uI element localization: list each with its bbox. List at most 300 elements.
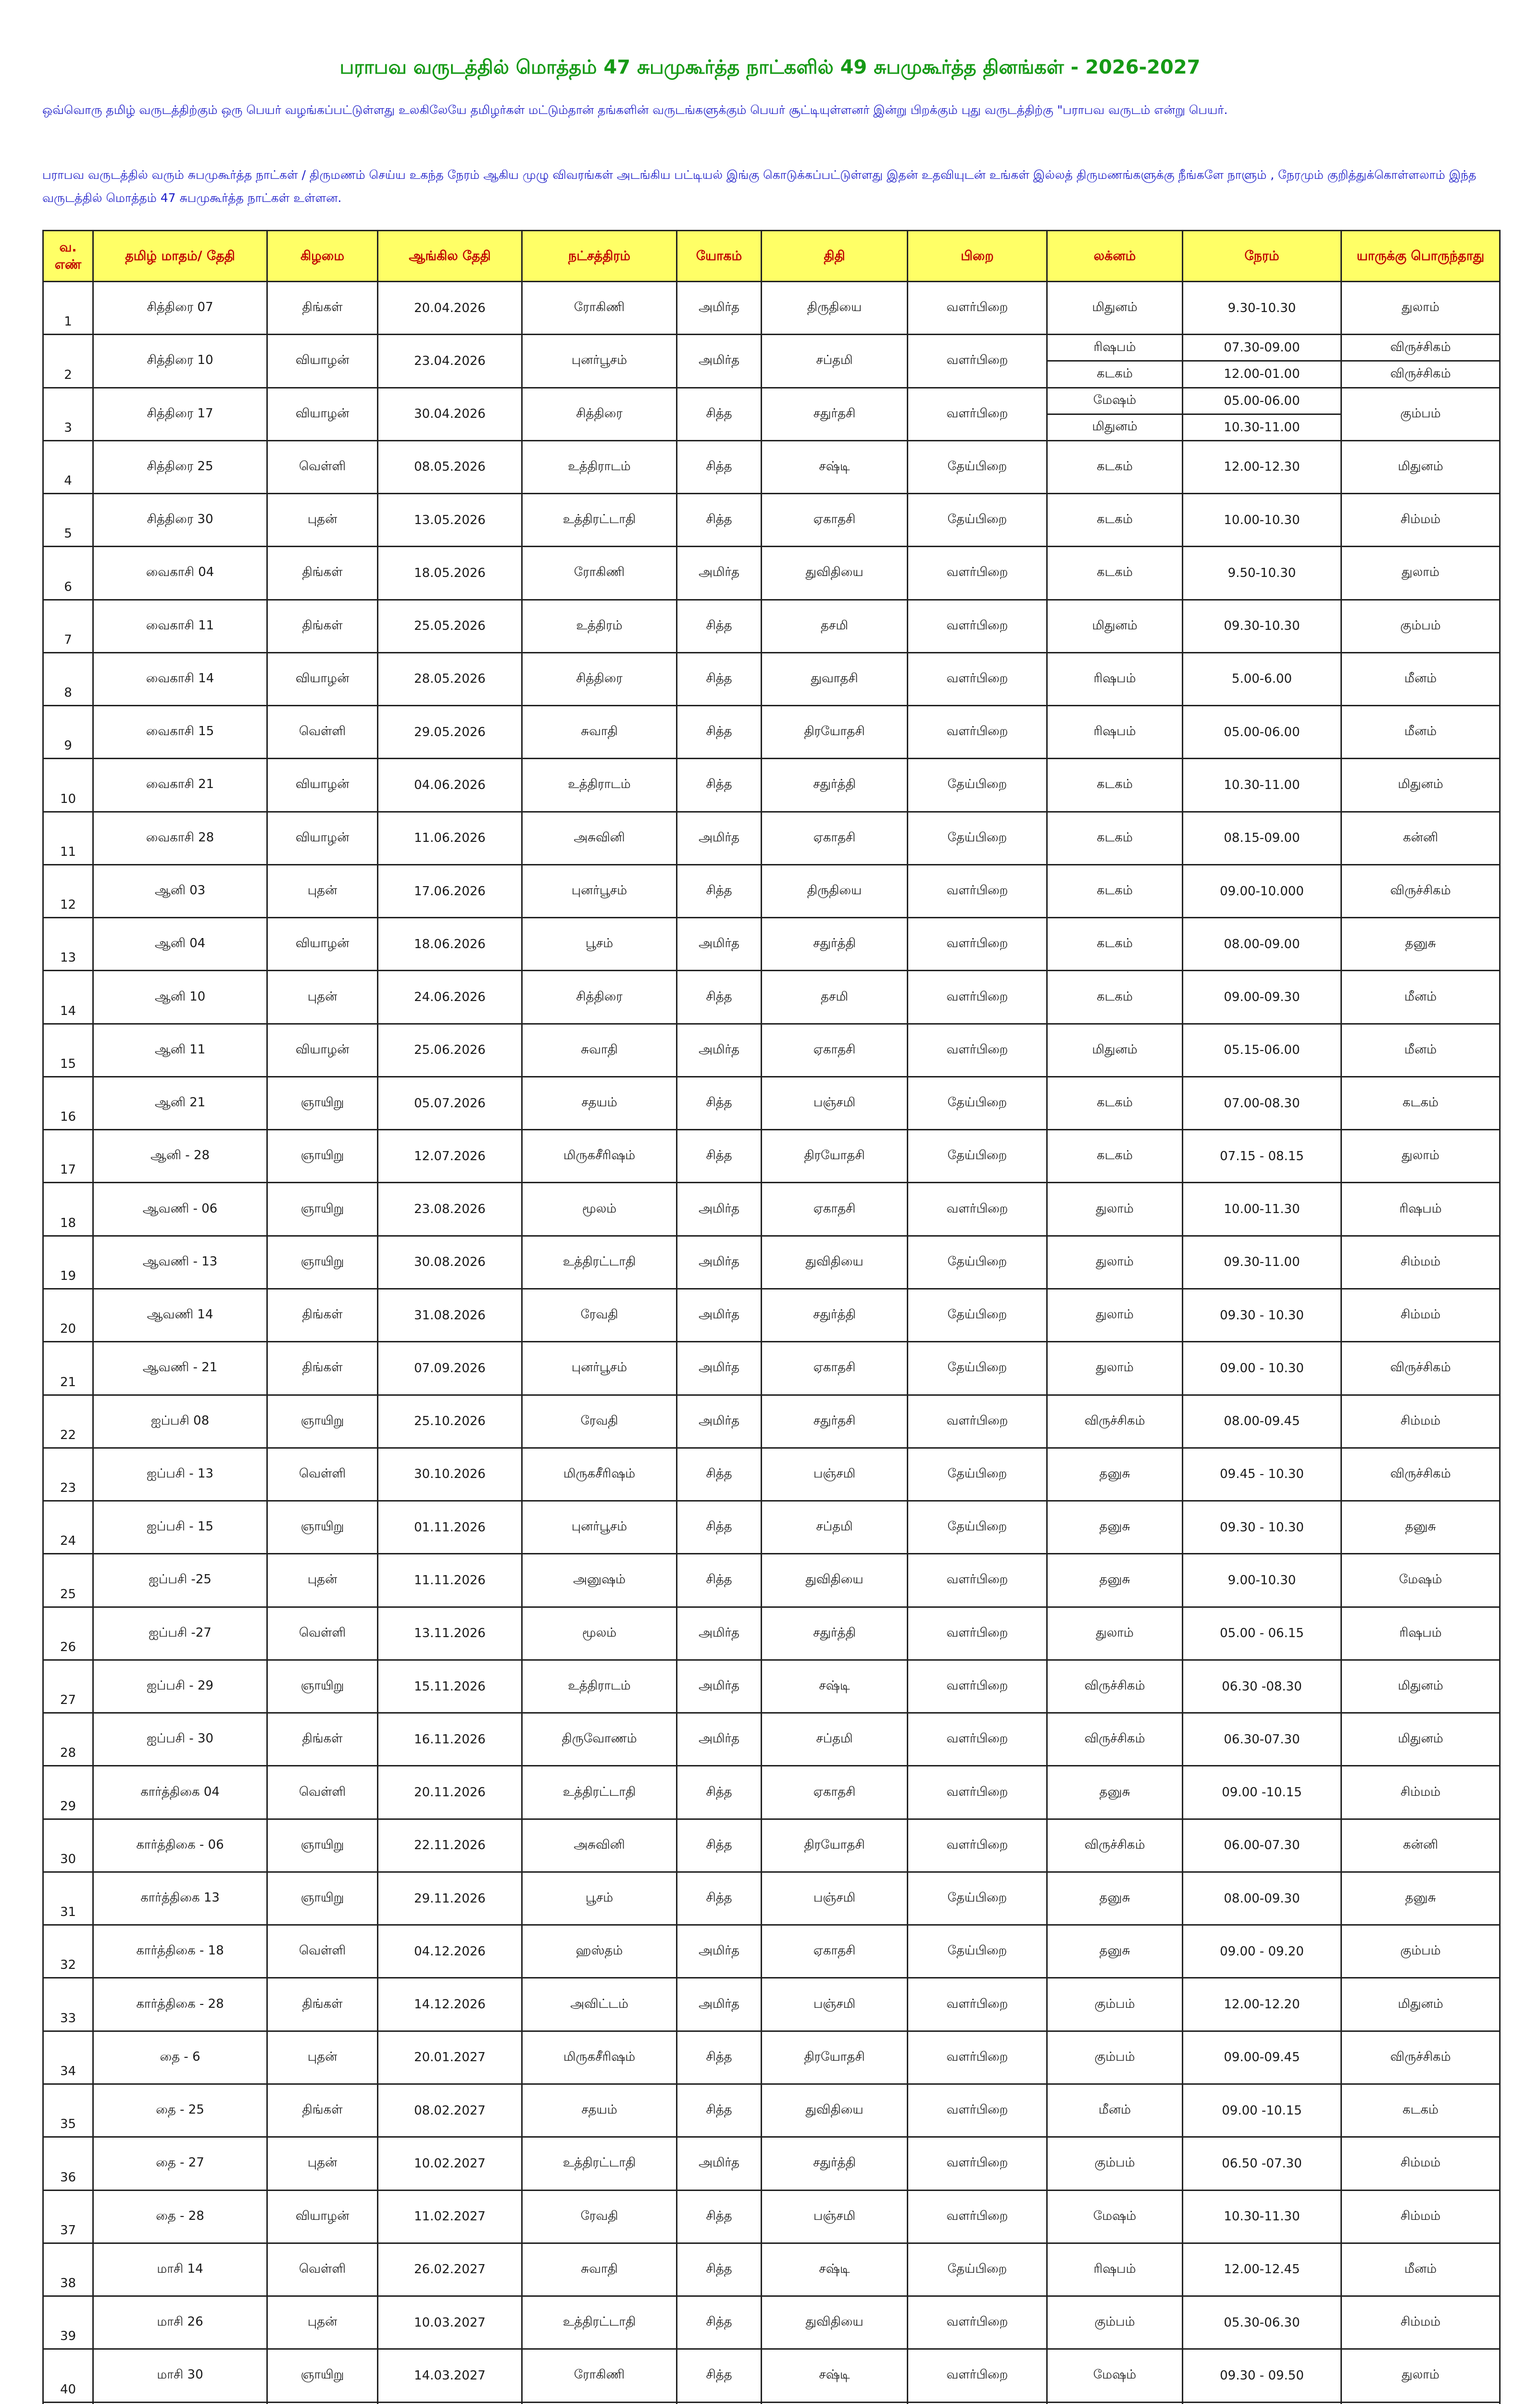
cell-pirai: வளர்பிறை — [908, 2190, 1047, 2243]
cell-yogam: சித்த — [677, 2349, 762, 2402]
cell-pirai: வளர்பிறை — [908, 282, 1047, 335]
cell-tamil-date: ஆனி 10 — [93, 971, 267, 1024]
cell-day: திங்கள் — [267, 600, 378, 652]
cell-time: 06.00-07.30 — [1183, 1819, 1341, 1872]
cell-day: திங்கள் — [267, 547, 378, 600]
cell-tamil-date: ஐப்பசி -25 — [93, 1554, 267, 1607]
cell-star: ரோகிணி — [522, 2349, 677, 2402]
cell-sno: 29 — [43, 1766, 93, 1819]
table-row — [43, 812, 1500, 864]
cell-time: 9.30-10.30 — [1183, 282, 1341, 335]
cell-pirai: தேய்பிறை — [908, 2243, 1047, 2296]
cell-day: ஞாயிறு — [267, 1183, 378, 1236]
cell-english-date: 30.08.2026 — [378, 1236, 522, 1289]
cell-day: வியாழன் — [267, 918, 378, 971]
cell-sno: 13 — [43, 918, 93, 971]
cell-tamil-date: மாசி 14 — [93, 2243, 267, 2296]
cell-tamil-date: கார்த்திகை - 28 — [93, 1978, 267, 2031]
cell-english-date — [378, 2402, 522, 2404]
cell-thithi: திருதியை — [762, 864, 908, 917]
table-row — [43, 1395, 1500, 1448]
cell-star: உத்திராடம் — [522, 1660, 677, 1713]
cell-day: வெள்ளி — [267, 706, 378, 759]
cell-not-suitable: கடகம் — [1341, 1077, 1500, 1129]
cell-english-date: 14.03.2027 — [378, 2349, 522, 2402]
cell-not-suitable: கன்னி — [1341, 812, 1500, 864]
cell-star: அசுவினி — [522, 812, 677, 864]
cell-day: திங்கள் — [267, 1978, 378, 2031]
table-row — [43, 335, 1500, 361]
cell-english-date: 11.11.2026 — [378, 1554, 522, 1607]
cell-pirai: வளர்பிறை — [908, 600, 1047, 652]
cell-day: வெள்ளி — [267, 1448, 378, 1501]
cell-star: ரேவதி — [522, 1289, 677, 1342]
cell-sno: 33 — [43, 1978, 93, 2031]
cell-pirai: தேய்பிறை — [908, 1872, 1047, 1925]
cell-sno: 28 — [43, 1713, 93, 1766]
cell-english-date: 18.05.2026 — [378, 547, 522, 600]
cell-sno: 25 — [43, 1554, 93, 1607]
table-row — [43, 440, 1500, 493]
cell-star: புனர்பூசம் — [522, 335, 677, 388]
cell-tamil-date: சித்திரை 10 — [93, 335, 267, 388]
cell-english-date: 04.12.2026 — [378, 1925, 522, 1978]
cell-tamil-date: மாசி 26 — [93, 2296, 267, 2349]
cell-pirai: வளர்பிறை — [908, 864, 1047, 917]
cell-tamil-date: தை - 28 — [93, 2190, 267, 2243]
cell-not-suitable: மீனம் — [1341, 1024, 1500, 1077]
cell-time: 05.00 - 06.15 — [1183, 1607, 1341, 1660]
cell-english-date: 11.06.2026 — [378, 812, 522, 864]
cell-tamil-date: ஐப்பசி - 29 — [93, 1660, 267, 1713]
cell-not-suitable: தனுசு — [1341, 918, 1500, 971]
cell-time: 09.00 - 10.30 — [1183, 1342, 1341, 1395]
cell-thithi: பஞ்சமி — [762, 1077, 908, 1129]
cell-star: ஹஸ்தம் — [522, 1925, 677, 1978]
cell-thithi: ஏகாதசி — [762, 1183, 908, 1236]
table-row — [43, 864, 1500, 917]
cell-sno: 10 — [43, 759, 93, 812]
cell-not-suitable: மீனம் — [1341, 706, 1500, 759]
cell-lagnam: துலாம் — [1047, 1342, 1183, 1395]
cell-lagnam: கும்பம் — [1047, 2137, 1183, 2190]
cell-lagnam: தனுசு — [1047, 1872, 1183, 1925]
cell-sno: 4 — [43, 440, 93, 493]
cell-sno: 22 — [43, 1395, 93, 1448]
cell-not-suitable: விருச்சிகம் — [1341, 361, 1500, 388]
cell-yogam: அமிர்த — [677, 1660, 762, 1713]
cell-sno: 12 — [43, 864, 93, 917]
cell-thithi — [762, 2402, 908, 2404]
cell-star: உத்திரட்டாதி — [522, 1236, 677, 1289]
table-header-row — [43, 231, 1500, 282]
cell-star: சுவாதி — [522, 1024, 677, 1077]
cell-lagnam: துலாம் — [1047, 1236, 1183, 1289]
cell-not-suitable: மிதுனம் — [1341, 759, 1500, 812]
cell-pirai: தேய்பிறை — [908, 1342, 1047, 1395]
cell-yogam: அமிர்த — [677, 2137, 762, 2190]
cell-lagnam: கடகம் — [1047, 547, 1183, 600]
cell-thithi: சதுர்த்தி — [762, 2137, 908, 2190]
cell-yogam: சித்த — [677, 2031, 762, 2084]
cell-pirai: வளர்பிறை — [908, 918, 1047, 971]
table-row — [43, 1766, 1500, 1819]
cell-time: 07.30-09.00 — [1183, 335, 1341, 361]
cell-yogam: அமிர்த — [677, 1395, 762, 1448]
cell-day: புதன் — [267, 971, 378, 1024]
header-pirai: பிறை — [908, 231, 1047, 282]
cell-lagnam: விருச்சிகம் — [1047, 1395, 1183, 1448]
cell-time: 12.00-12.20 — [1183, 1978, 1341, 2031]
cell-lagnam: மேஷம் — [1047, 388, 1183, 414]
cell-sno: 18 — [43, 1183, 93, 1236]
cell-english-date: 17.06.2026 — [378, 864, 522, 917]
cell-time: 10.30-11.00 — [1183, 759, 1341, 812]
cell-star: ரோகிணி — [522, 282, 677, 335]
cell-time: 9.00-10.30 — [1183, 1554, 1341, 1607]
cell-thithi: ஏகாதசி — [762, 1024, 908, 1077]
cell-day: ஞாயிறு — [267, 1236, 378, 1289]
cell-time: 12.00-12.30 — [1183, 440, 1341, 493]
cell-star: சித்திரை — [522, 971, 677, 1024]
table-row — [43, 2190, 1500, 2243]
cell-star — [522, 2402, 677, 2404]
cell-yogam: அமிர்த — [677, 282, 762, 335]
cell-yogam: அமிர்த — [677, 1713, 762, 1766]
cell-sno: 34 — [43, 2031, 93, 2084]
cell-thithi: சப்தமி — [762, 335, 908, 388]
cell-not-suitable: சிம்மம் — [1341, 1395, 1500, 1448]
cell-english-date: 24.06.2026 — [378, 971, 522, 1024]
cell-time: 10.30-11.30 — [1183, 2190, 1341, 2243]
cell-english-date: 01.11.2026 — [378, 1501, 522, 1554]
cell-pirai: தேய்பிறை — [908, 1236, 1047, 1289]
cell-star: அசுவினி — [522, 1819, 677, 1872]
cell-time: 09.00 - 09.20 — [1183, 1925, 1341, 1978]
cell-time: 08.00-09.00 — [1183, 918, 1341, 971]
cell-english-date: 30.04.2026 — [378, 388, 522, 440]
cell-star: சுவாதி — [522, 706, 677, 759]
cell-yogam: அமிர்த — [677, 1183, 762, 1236]
cell-pirai: வளர்பிறை — [908, 971, 1047, 1024]
cell-tamil-date: ஆவணி - 21 — [93, 1342, 267, 1395]
cell-tamil-date: தை - 6 — [93, 2031, 267, 2084]
cell-lagnam: தனுசு — [1047, 1448, 1183, 1501]
cell-star: உத்திராடம் — [522, 759, 677, 812]
cell-not-suitable: ரிஷபம் — [1341, 1607, 1500, 1660]
cell-yogam: அமிர்த — [677, 1236, 762, 1289]
cell-yogam — [677, 2402, 762, 2404]
cell-english-date: 29.05.2026 — [378, 706, 522, 759]
cell-english-date: 16.11.2026 — [378, 1713, 522, 1766]
cell-yogam: சித்த — [677, 971, 762, 1024]
cell-not-suitable: சிம்மம் — [1341, 2137, 1500, 2190]
cell-pirai: தேய்பிறை — [908, 812, 1047, 864]
cell-thithi: சதுர்த்தி — [762, 1607, 908, 1660]
cell-sno: 20 — [43, 1289, 93, 1342]
intro-paragraph-1: ஒவ்வொரு தமிழ் வருடத்திற்கும் ஒரு பெயர் வழங்கப்பட்டுள்ளது உலகிலேயே தமிழர்கள் மட்டும்தான் தங்களின் வருடங்களுக்கும் பெயர் சூட்டியுள்ளனர் இன்று பிறக்கும் புது வருடத்திற்கு "பராபவ வருடம் என்று பெயர். — [42, 103, 1228, 117]
cell-not-suitable: ரிஷபம் — [1341, 1183, 1500, 1236]
cell-yogam: சித்த — [677, 494, 762, 547]
cell-tamil-date: மாசி 30 — [93, 2349, 267, 2402]
cell-lagnam: கடகம் — [1047, 918, 1183, 971]
table-row — [43, 759, 1500, 812]
cell-time: 05.15-06.00 — [1183, 1024, 1341, 1077]
cell-english-date: 25.05.2026 — [378, 600, 522, 652]
cell-english-date: 08.02.2027 — [378, 2084, 522, 2137]
cell-thithi: பஞ்சமி — [762, 2190, 908, 2243]
cell-thithi: திரயோதசி — [762, 1819, 908, 1872]
table-row — [43, 1819, 1500, 1872]
cell-day: வியாழன் — [267, 2190, 378, 2243]
cell-thithi: சஷ்டி — [762, 1660, 908, 1713]
cell-english-date: 23.04.2026 — [378, 335, 522, 388]
cell-lagnam: ரிஷபம் — [1047, 335, 1183, 361]
cell-time: 05.00-06.00 — [1183, 706, 1341, 759]
cell-yogam: சித்த — [677, 706, 762, 759]
cell-not-suitable: சிம்மம் — [1341, 1289, 1500, 1342]
cell-tamil-date: ஆவணி - 13 — [93, 1236, 267, 1289]
cell-lagnam: கடகம் — [1047, 864, 1183, 917]
cell-sno: 23 — [43, 1448, 93, 1501]
cell-lagnam: மீனம் — [1047, 2084, 1183, 2137]
cell-pirai: தேய்பிறை — [908, 494, 1047, 547]
cell-pirai: தேய்பிறை — [908, 1289, 1047, 1342]
cell-not-suitable: மீனம் — [1341, 971, 1500, 1024]
cell-tamil-date: சித்திரை 17 — [93, 388, 267, 440]
cell-day: புதன் — [267, 864, 378, 917]
cell-english-date: 12.07.2026 — [378, 1130, 522, 1183]
cell-pirai: வளர்பிறை — [908, 1607, 1047, 1660]
cell-lagnam: கும்பம் — [1047, 1978, 1183, 2031]
cell-lagnam: கடகம் — [1047, 361, 1183, 388]
cell-yogam: அமிர்த — [677, 1607, 762, 1660]
cell-tamil-date: ஆனி 04 — [93, 918, 267, 971]
cell-tamil-date: தை - 25 — [93, 2084, 267, 2137]
cell-sno: 14 — [43, 971, 93, 1024]
cell-thithi: தசமி — [762, 600, 908, 652]
cell-not-suitable: துலாம் — [1341, 2349, 1500, 2402]
cell-not-suitable: கும்பம் — [1341, 388, 1500, 440]
cell-pirai: வளர்பிறை — [908, 706, 1047, 759]
cell-pirai — [908, 2402, 1047, 2404]
cell-english-date: 18.06.2026 — [378, 918, 522, 971]
cell-star: மிருகசீரிஷம் — [522, 2031, 677, 2084]
cell-time: 08.15-09.00 — [1183, 812, 1341, 864]
page-title: பராபவ வருடத்தில் மொத்தம் 47 சுபமுகூர்த்த நாட்களில் 49 சுபமுகூர்த்த தினங்கள் - 2026-2027 — [339, 56, 1201, 78]
cell-tamil-date — [93, 2402, 267, 2404]
cell-day: ஞாயிறு — [267, 1077, 378, 1129]
cell-sno: 37 — [43, 2190, 93, 2243]
cell-time: 06.30-07.30 — [1183, 1713, 1341, 1766]
cell-time: 09.30 - 10.30 — [1183, 1501, 1341, 1554]
cell-thithi: துவிதியை — [762, 1554, 908, 1607]
cell-english-date: 07.09.2026 — [378, 1342, 522, 1395]
cell-tamil-date: ஆனி - 28 — [93, 1130, 267, 1183]
cell-thithi: சதுர்த்தி — [762, 759, 908, 812]
cell-thithi: சப்தமி — [762, 1713, 908, 1766]
cell-lagnam: தனுசு — [1047, 1554, 1183, 1607]
cell-day: ஞாயிறு — [267, 1872, 378, 1925]
cell-star: புனர்பூசம் — [522, 864, 677, 917]
cell-thithi: சதுர்த்தி — [762, 1289, 908, 1342]
cell-yogam: சித்த — [677, 1766, 762, 1819]
cell-not-suitable: மீனம் — [1341, 2243, 1500, 2296]
header-not-suitable: யாருக்கு பொருந்தாது — [1341, 231, 1500, 282]
cell-yogam: அமிர்த — [677, 1925, 762, 1978]
cell-pirai: வளர்பிறை — [908, 388, 1047, 440]
cell-star: சித்திரை — [522, 388, 677, 440]
cell-pirai: வளர்பிறை — [908, 1660, 1047, 1713]
cell-tamil-date: ஐப்பசி -27 — [93, 1607, 267, 1660]
cell-day: வியாழன் — [267, 1024, 378, 1077]
cell-star: உத்திரட்டாதி — [522, 494, 677, 547]
cell-pirai: வளர்பிறை — [908, 652, 1047, 705]
table-row — [43, 494, 1500, 547]
cell-lagnam: கடகம் — [1047, 1077, 1183, 1129]
cell-lagnam — [1047, 2402, 1183, 2404]
cell-thithi: துவிதியை — [762, 2296, 908, 2349]
cell-day: வெள்ளி — [267, 2243, 378, 2296]
cell-tamil-date: வைகாசி 14 — [93, 652, 267, 705]
cell-star: ரேவதி — [522, 1395, 677, 1448]
cell-day: திங்கள் — [267, 1713, 378, 1766]
table-row — [43, 2349, 1500, 2402]
cell-not-suitable: சிம்மம் — [1341, 1766, 1500, 1819]
cell-yogam: சித்த — [677, 652, 762, 705]
cell-yogam: அமிர்த — [677, 335, 762, 388]
cell-not-suitable: கன்னி — [1341, 1819, 1500, 1872]
cell-sno: 2 — [43, 335, 93, 388]
cell-lagnam: மேஷம் — [1047, 2190, 1183, 2243]
cell-not-suitable: சிம்மம் — [1341, 2296, 1500, 2349]
cell-tamil-date: சித்திரை 07 — [93, 282, 267, 335]
table-row — [43, 1342, 1500, 1395]
cell-sno: 6 — [43, 547, 93, 600]
cell-lagnam: கும்பம் — [1047, 2031, 1183, 2084]
cell-thithi: துவிதியை — [762, 547, 908, 600]
cell-not-suitable: மேஷம் — [1341, 1554, 1500, 1607]
cell-not-suitable: விருச்சிகம் — [1341, 2031, 1500, 2084]
cell-thithi: திருதியை — [762, 282, 908, 335]
cell-time: 09.00 -10.15 — [1183, 2084, 1341, 2137]
cell-sno: 32 — [43, 1925, 93, 1978]
cell-yogam: சித்த — [677, 1554, 762, 1607]
cell-pirai: வளர்பிறை — [908, 1978, 1047, 2031]
table-row — [43, 282, 1500, 335]
cell-tamil-date: ஐப்பசி - 13 — [93, 1448, 267, 1501]
cell-pirai: வளர்பிறை — [908, 1766, 1047, 1819]
cell-lagnam: கடகம் — [1047, 1130, 1183, 1183]
cell-pirai: தேய்பிறை — [908, 1501, 1047, 1554]
cell-tamil-date: கார்த்திகை 04 — [93, 1766, 267, 1819]
cell-sno: 21 — [43, 1342, 93, 1395]
cell-day: வெள்ளி — [267, 1766, 378, 1819]
intro-paragraph-2: பராபவ வருடத்தில் வரும் சுபமுகூர்த்த நாட்கள் / திருமணம் செய்ய உகந்த நேரம் ஆகிய முழு விவரங்கள் அடங்கிய பட்டியல் இங்கு கொடுக்கப்பட்டுள்ளது இதன் உதவியுடன் உங்கள் இல்லத் திருமணங்களுக்கு நீங்களே நாளும் , நேரமும் குறித்துக்கொள்ளலாம் இந்த வருடத்தில் மொத்தம் 47 சுபமுகூர்த்த நாட்கள் உள்ளன. — [42, 168, 1477, 205]
cell-not-suitable: மிதுனம் — [1341, 1978, 1500, 2031]
cell-pirai: வளர்பிறை — [908, 2296, 1047, 2349]
cell-thithi: சதுர்த்தி — [762, 918, 908, 971]
cell-day: ஞாயிறு — [267, 1660, 378, 1713]
cell-not-suitable: துலாம் — [1341, 1130, 1500, 1183]
cell-not-suitable: தனுசு — [1341, 1872, 1500, 1925]
header-star: நட்சத்திரம் — [522, 231, 677, 282]
cell-yogam: சித்த — [677, 1819, 762, 1872]
cell-star: மூலம் — [522, 1183, 677, 1236]
table-row — [43, 1077, 1500, 1129]
cell-not-suitable: துலாம் — [1341, 282, 1500, 335]
cell-star: பூசம் — [522, 918, 677, 971]
cell-not-suitable: கும்பம் — [1341, 600, 1500, 652]
cell-thithi: சப்தமி — [762, 1501, 908, 1554]
cell-sno: 11 — [43, 812, 93, 864]
table-row — [43, 1501, 1500, 1554]
cell-time: 05.00-06.00 — [1183, 388, 1341, 414]
cell-time: 09.30 - 10.30 — [1183, 1289, 1341, 1342]
cell-time: 09.30-11.00 — [1183, 1236, 1341, 1289]
cell-sno: 1 — [43, 282, 93, 335]
cell-time: 9.50-10.30 — [1183, 547, 1341, 600]
cell-yogam: அமிர்த — [677, 812, 762, 864]
cell-sno: 38 — [43, 2243, 93, 2296]
cell-lagnam: கடகம் — [1047, 494, 1183, 547]
cell-time: 09.00 -10.15 — [1183, 1766, 1341, 1819]
cell-tamil-date: சித்திரை 30 — [93, 494, 267, 547]
table-row — [43, 918, 1500, 971]
cell-yogam: சித்த — [677, 2190, 762, 2243]
cell-star: பூசம் — [522, 1872, 677, 1925]
cell-time: 5.00-6.00 — [1183, 652, 1341, 705]
cell-thithi: தசமி — [762, 971, 908, 1024]
cell-thithi: ஏகாதசி — [762, 1925, 908, 1978]
cell-tamil-date: வைகாசி 21 — [93, 759, 267, 812]
cell-yogam: அமிர்த — [677, 1978, 762, 2031]
cell-lagnam: தனுசு — [1047, 1766, 1183, 1819]
cell-time: 12.00-01.00 — [1183, 361, 1341, 388]
cell-day: திங்கள் — [267, 1342, 378, 1395]
cell-tamil-date: சித்திரை 25 — [93, 440, 267, 493]
cell-time: 06.30 -08.30 — [1183, 1660, 1341, 1713]
cell-yogam: சித்த — [677, 1077, 762, 1129]
cell-time: 06.50 -07.30 — [1183, 2137, 1341, 2190]
cell-not-suitable: மீனம் — [1341, 652, 1500, 705]
cell-sno: 26 — [43, 1607, 93, 1660]
cell-day: வியாழன் — [267, 652, 378, 705]
cell-thithi: சஷ்டி — [762, 440, 908, 493]
cell-star: திருவோணம் — [522, 1713, 677, 1766]
cell-star: மிருகசீரிஷம் — [522, 1448, 677, 1501]
table-row — [43, 1925, 1500, 1978]
cell-star: உத்திரம் — [522, 600, 677, 652]
cell-tamil-date: ஆனி 11 — [93, 1024, 267, 1077]
cell-star: உத்திராடம் — [522, 440, 677, 493]
table-row — [43, 2137, 1500, 2190]
cell-star: அனுஷம் — [522, 1554, 677, 1607]
cell-sno: 40 — [43, 2349, 93, 2402]
cell-english-date: 11.02.2027 — [378, 2190, 522, 2243]
cell-star: புனர்பூசம் — [522, 1342, 677, 1395]
table-row — [43, 2296, 1500, 2349]
cell-not-suitable — [1341, 2402, 1500, 2404]
cell-day: திங்கள் — [267, 1289, 378, 1342]
cell-tamil-date: வைகாசி 11 — [93, 600, 267, 652]
table-row — [43, 1607, 1500, 1660]
cell-english-date: 25.06.2026 — [378, 1024, 522, 1077]
cell-star: ரேவதி — [522, 2190, 677, 2243]
cell-day: ஞாயிறு — [267, 1130, 378, 1183]
cell-time: 10.00-11.30 — [1183, 1183, 1341, 1236]
cell-yogam: சித்த — [677, 759, 762, 812]
